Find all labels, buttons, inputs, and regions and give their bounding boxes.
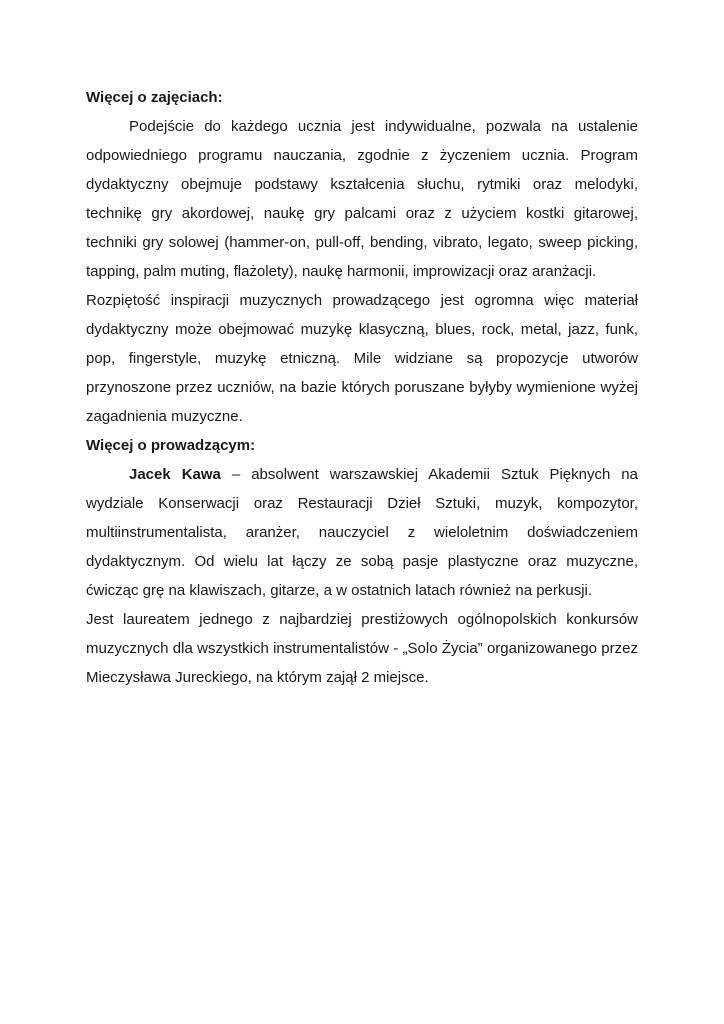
document-page — [86, 83, 638, 692]
section-heading-instructor: Więcej o prowadzącym: — [86, 437, 256, 454]
classes-paragraph-inspirations: Rozpiętość inspiracji muzycznych prowadzącego jest ogromna więc materiał dydaktyczny może obejmować muzykę klasyczną, blues, rock, metal, jazz, funk, pop, fingerstyle, muzykę etniczną. Mile widziane są propozycje utworów przynoszone przez uczniów, na bazie których poruszane byłyby wymienione wyżej zagadnienia muzyczne. — [86, 292, 638, 425]
instructor-bio-text: – absolwent warszawskiej Akademii Sztuk Pięknych na wydziale Konserwacji oraz Restauracji Dzieł Sztuki, muzyk, kompozytor, multiinstrumentalista, aranżer, nauczyciel z wieloletnim doświadczeniem dydaktycznym. Od wielu lat łączy ze sobą pasje plastyczne oraz muzyczne, ćwicząc grę na klawiszach, gitarze, a w ostatnich latach również na perkusji. — [86, 466, 638, 599]
instructor-paragraph-award: Jest laureatem jednego z najbardziej prestiżowych ogólnopolskich konkursów muzycznych dla wszystkich instrumentalistów - „Solo Życia” organizowanego przez Mieczysława Jureckiego, na którym zajął 2 miejsce. — [86, 611, 638, 686]
instructor-paragraph-bio — [86, 460, 638, 605]
section-heading-classes: Więcej o zajęciach: — [86, 89, 223, 106]
instructor-name: Jacek Kawa — [129, 466, 221, 483]
classes-paragraph-approach: Podejście do każdego ucznia jest indywidualne, pozwala na ustalenie odpowiedniego programu nauczania, zgodnie z życzeniem ucznia. Program dydaktyczny obejmuje podstawy kształcenia słuchu, rytmiki oraz melodyki, technikę gry akordowej, naukę gry palcami oraz z użyciem kostki gitarowej, techniki gry solowej (hammer-on, pull-off, bending, vibrato, legato, sweep picking, tapping, palm muting, flażolety), naukę harmonii, improwizacji oraz aranżacji. — [86, 118, 638, 280]
